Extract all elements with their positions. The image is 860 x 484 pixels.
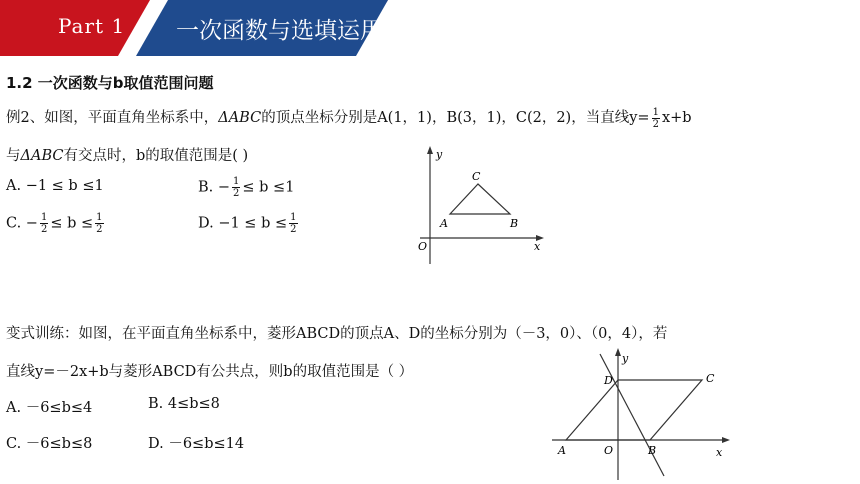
triangle-abc: ΔABC <box>218 110 262 126</box>
x-axis-arrow-2 <box>722 437 730 443</box>
label-origin-2: O <box>604 444 614 457</box>
variant-option-a: A. －6≤b≤4 <box>6 400 93 416</box>
header-banner <box>0 0 860 56</box>
example2-text-c: x+b <box>661 110 692 126</box>
label-origin: O <box>418 240 428 253</box>
label-y: y <box>436 148 443 161</box>
banner-shape <box>0 0 860 56</box>
example2-text-b: 的顶点坐标分别是A(1，1)，B(3，1)，C(2，2)，当直线 <box>261 110 630 126</box>
label-a: A <box>440 217 448 230</box>
y-axis-arrow-2 <box>615 348 621 356</box>
label-y-2: y <box>622 352 629 365</box>
label-b-2: B <box>648 444 657 457</box>
example2-y-eq: y= <box>629 110 650 126</box>
variant-option-c: C. －6≤b≤8 <box>6 436 93 452</box>
label-a-2: A <box>558 444 566 457</box>
rhombus-abcd <box>566 380 702 440</box>
label-c-2: C <box>706 372 715 385</box>
variant-line2: 直线y=－2x+b与菱形ABCD有公共点，则b的取值范围是（ ） <box>6 364 414 380</box>
line-y-neg2x-b <box>600 354 664 476</box>
rhombus-figure <box>548 346 740 482</box>
banner-title: 一次函数与选填运用 <box>176 18 383 44</box>
part-label: Part 1 <box>58 14 126 38</box>
section-heading: 1.2 一次函数与b取值范围问题 <box>6 74 214 92</box>
option-c: C. − $\frac{1}{2}$ ≤ b ≤ $\frac{1}{2}$ <box>6 212 103 235</box>
label-x-2: x <box>716 446 723 459</box>
triangle-abc-2: ΔABC <box>20 148 64 164</box>
triangle-figure <box>412 144 552 268</box>
example2-text-a: 例2、如图，平面直角坐标系中， <box>6 110 219 126</box>
triangle-abc-shape <box>450 184 510 214</box>
example2-line2: 与ΔABC有交点时，b的取值范围是( ) <box>6 148 249 164</box>
label-d-2: D <box>604 374 613 387</box>
option-a: A. −1 ≤ b ≤1 <box>6 178 104 194</box>
option-b: B. − $\frac{1}{2}$ ≤ b ≤1 <box>198 176 295 199</box>
example2-line1 <box>6 106 692 130</box>
option-d: D. −1 ≤ b ≤ $\frac{1}{2}$ <box>198 212 297 235</box>
label-x: x <box>534 240 541 253</box>
label-c: C <box>472 170 481 183</box>
label-b: B <box>510 217 519 230</box>
variant-option-b: B. 4≤b≤8 <box>148 396 220 412</box>
variant-option-d: D. －6≤b≤14 <box>148 436 245 452</box>
fraction-half: $\frac{1}{2}$ <box>652 106 659 130</box>
y-axis-arrow <box>427 146 433 154</box>
variant-line1: 变式训练：如图，在平面直角坐标系中，菱形ABCD的顶点A、D的坐标分别为（－3，0）、（0，4），若 <box>6 326 668 342</box>
